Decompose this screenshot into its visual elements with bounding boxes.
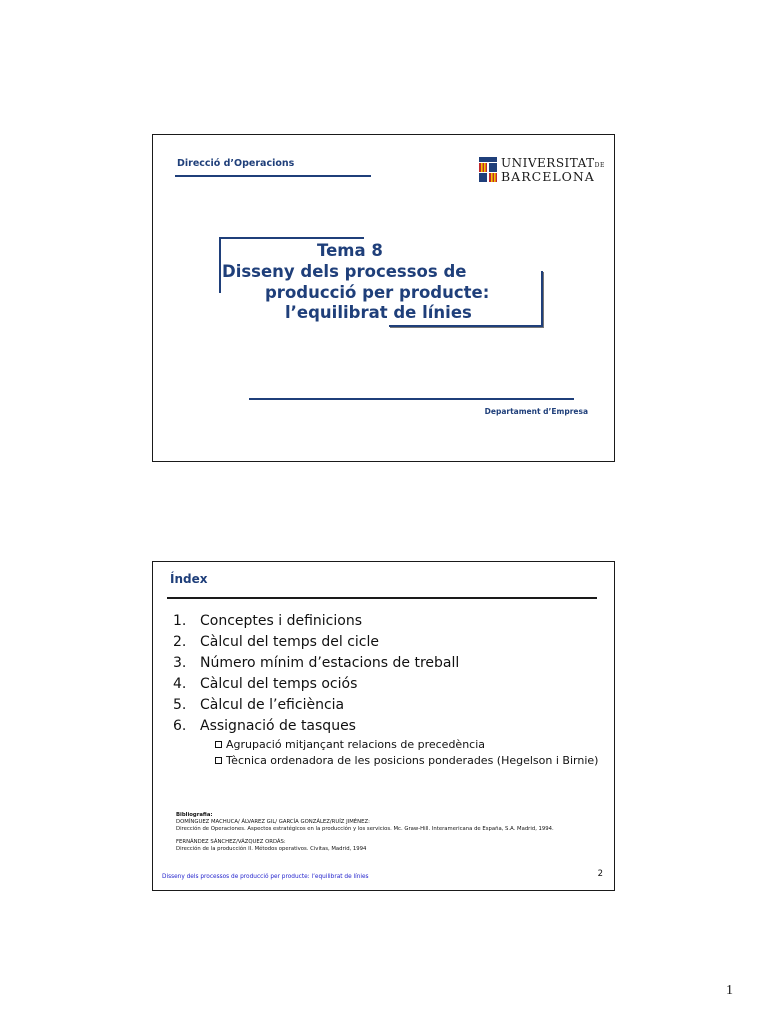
bibliography-heading: Bibliografia:	[176, 812, 213, 818]
bibliography-ref1-title: Dirección de Operaciones. Aspectos estratégicos en la producción y los servicios. Mc. Graw-Hill. Interamericana de España, S.A. Madrid, 1994.	[176, 825, 554, 832]
index-item: 6. Assignació de tasques	[173, 718, 356, 734]
department-bottom-label: Departament d’Empresa	[484, 407, 588, 416]
slide-footer-title: Disseny dels processos de producció per producte: l’equilibrat de línies	[162, 874, 369, 880]
department-top-label: Direcció d’Operacions	[177, 158, 295, 169]
bibliography-ref2-authors: FERNÁNDEZ SÁNCHEZ/VÁZQUEZ ORDÁS:	[176, 839, 286, 846]
university-logo	[479, 155, 605, 185]
page-number: 1	[726, 983, 733, 998]
checkbox-bullet-icon	[215, 757, 222, 764]
footer-divider	[249, 398, 574, 400]
index-sublist	[215, 737, 598, 769]
index-slide	[152, 561, 615, 891]
slide-title-block	[219, 237, 543, 329]
bibliography	[176, 812, 596, 853]
title-bracket-top	[219, 237, 364, 239]
logo-wordmark-top: UNIVERSITATDE	[501, 156, 605, 170]
bibliography-ref1-authors: DOMÍNGUEZ MACHUCA/ ÁLVAREZ GIL/ GARCÍA GONZÁLEZ/RUÍZ JIMÉNEZ:	[176, 818, 370, 825]
index-subitem: Agrupació mitjançant relacions de precedència	[215, 737, 598, 753]
logo-wordmark-bottom: BARCELONA	[501, 169, 595, 184]
university-shield-icon	[479, 157, 497, 183]
index-divider	[167, 597, 597, 599]
index-subitem: Tècnica ordenadora de les posicions ponderades (Hegelson i Birnie)	[215, 753, 598, 769]
index-heading: Índex	[170, 572, 208, 586]
title-line-1: Tema 8	[317, 241, 383, 260]
title-bracket-bottom	[389, 325, 543, 327]
index-item: 4. Càlcul del temps ociós	[173, 676, 358, 692]
bibliography-ref2-title: Dirección de la producción II. Métodos operativos. Civitas, Madrid, 1994	[176, 846, 367, 853]
index-list	[173, 611, 459, 737]
title-line-2: Disseny dels processos de	[222, 262, 467, 281]
index-item: 5. Càlcul de l’eficiència	[173, 697, 345, 713]
checkbox-bullet-icon	[215, 741, 222, 748]
header-divider	[175, 175, 371, 177]
index-item: 1. Conceptes i definicions	[173, 613, 362, 629]
index-item: 2. Càlcul del temps del cicle	[173, 634, 379, 650]
title-line-4: l’equilibrat de línies	[285, 303, 472, 322]
title-bracket-left	[219, 237, 221, 293]
title-slide	[152, 134, 615, 462]
title-line-3: producció per producte:	[265, 283, 490, 302]
title-bracket-right	[541, 271, 543, 327]
index-item: 3. Número mínim d’estacions de treball	[173, 655, 460, 671]
slide-number: 2	[597, 869, 603, 879]
